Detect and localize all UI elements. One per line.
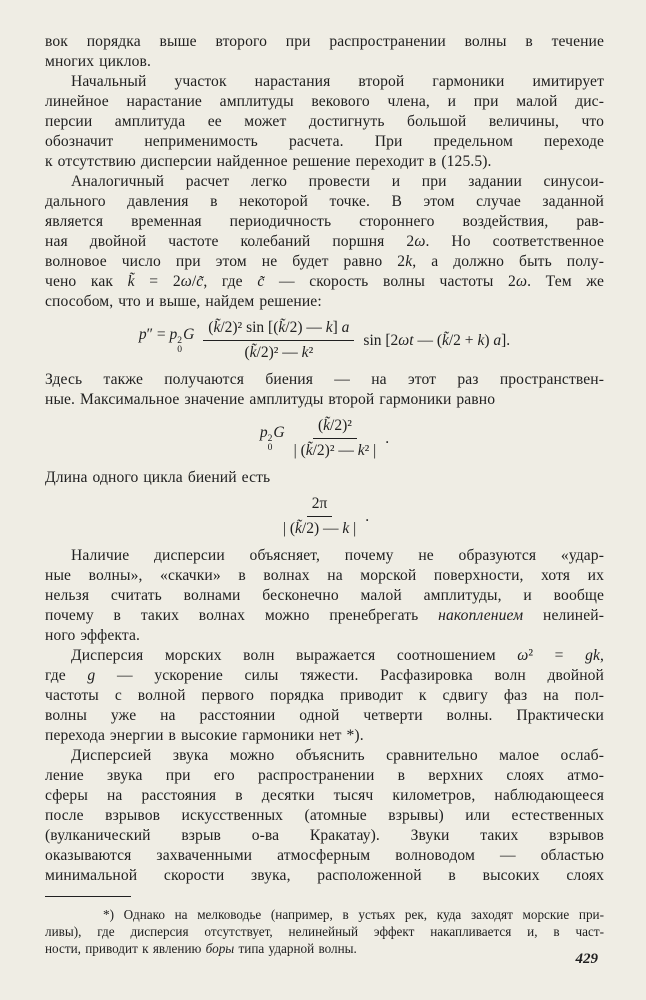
text-line: Здесь также получаются биения — на этот раз пространствен- (45, 371, 604, 388)
paragraph (45, 746, 604, 886)
footnote (45, 896, 604, 957)
formula-tail: . (365, 507, 370, 525)
fraction-numerator: 2π (307, 495, 333, 517)
text-line: является временная периодичность стороннего воздействия, рав- (45, 213, 604, 230)
fraction-denominator: (k̃/2)² — k² (244, 344, 314, 361)
fraction (294, 417, 377, 460)
text-line: волновое число при этом не будет равно 2k, а должно быть полу- (45, 253, 604, 270)
page-number: 429 (575, 951, 598, 967)
formula-rhs: sin [2ωt — (k̃/2 + k) a]. (363, 331, 511, 349)
text-line: ление звука при его распространении в верхних слоях атмо- (45, 767, 604, 784)
text-line: Дисперсией звука можно объяснить сравнительно малое ослаб- (71, 747, 604, 764)
formula-max-amplitude (45, 417, 604, 460)
text-line: дального давления в некоторой точке. В этом случае заданной (45, 193, 604, 210)
text-line: вок порядка выше второго при распространении волны в течение (45, 33, 604, 50)
text-line: частоты с волной первого порядка приводит к сдвигу фаз на пол- (45, 687, 604, 704)
fraction (283, 495, 356, 538)
fraction-denominator: | (k̃/2) — k | (282, 520, 357, 537)
text-line: линейное нарастание амплитуды векового члена, и при малой дис- (45, 93, 604, 110)
formula-tail: . (385, 429, 390, 447)
text-line: способом, что и выше, найдем решение: (45, 293, 322, 310)
footnote-divider (45, 896, 131, 897)
formula-lhs: p 2 0 G (259, 424, 285, 454)
paragraph (45, 32, 604, 72)
fraction-denominator: | (k̃/2)² — k² | (293, 442, 377, 459)
text-line: ная двойной частоте колебаний поршня 2ω. Но соответственное (45, 233, 604, 250)
text-line: сферы на расстояния в десятки тысяч километров, наблюдающееся (45, 787, 604, 804)
text-line: где g — ускорение силы тяжести. Расфазировка волн двойной (45, 667, 604, 684)
text-line: Наличие дисперсии объясняет, почему не образуются «удар- (71, 547, 604, 564)
formula-beat-cycle-length (45, 495, 604, 538)
text-line: персии амплитуда ее может достигнуть большой величины, что (45, 113, 604, 130)
text-line: ного эффекта. (45, 627, 140, 644)
fraction-numerator: (k̃/2)² sin [(k̃/2) — k] a (203, 319, 354, 341)
text-line: обозначит неприменимость расчета. При предельном переходе (45, 133, 604, 150)
text-line: нельзя считать волнами бесконечно малой амплитуды, и вообще (45, 587, 604, 604)
paragraph (45, 468, 604, 488)
text-line: Аналогичный расчет легко провести и при задании синусои- (71, 173, 604, 190)
footnote-line: *) Однако на мелководье (например, в устьях рек, куда заходят морские при- (103, 907, 604, 922)
text-line: ные. Максимальное значение амплитуды второй гармоники равно (45, 391, 496, 408)
text-line: минимальной скорости звука, расположенной в высоких слоях (45, 867, 604, 884)
text-line: чено как k̃ = 2ω/c̃, где c̃ — скорость волны частоты 2ω. Тем же (45, 273, 604, 290)
text-line: многих циклов. (45, 53, 151, 70)
text-line: после взрывов искусственных (атомные взрывы) или естественных (45, 807, 604, 824)
paragraph (45, 72, 604, 172)
paragraph (45, 172, 604, 312)
paragraph (45, 646, 604, 746)
text-line: почему в таких волнах можно пренебрегать накоплением нелиней- (45, 607, 604, 624)
text-line: оказываются захваченными атмосферным волноводом — областью (45, 847, 604, 864)
text-line: Дисперсия морских волн выражается соотношением ω² = gk, (71, 647, 604, 664)
text-line: перехода энергии в высокие гармоники нет *). (45, 727, 364, 744)
formula-second-harmonic-solution (45, 319, 604, 362)
text-line: волны уже на расстоянии одной четверти волны. Практически (45, 707, 604, 724)
footnote-line: ливы), где дисперсия отсутствует, нелинейный эффект накапливается и, в част- (45, 924, 604, 939)
fraction (203, 319, 354, 362)
text-line: Начальный участок нарастания второй гармоники имитирует (71, 73, 604, 90)
fraction-numerator: (k̃/2)² (313, 417, 357, 439)
text-line: ные волны», «скачки» в волнах на морской поверхности, хотя их (45, 567, 604, 584)
text-line: Длина одного цикла биений есть (45, 469, 271, 486)
text-line: (вулканический взрыв о-ва Кракатау). Звуки таких взрывов (45, 827, 604, 844)
footnote-line: ности, приводит к явлению боры типа ударной волны. (45, 941, 357, 956)
formula-lhs: p″ = p 2 0 G (138, 326, 195, 356)
paragraph (45, 546, 604, 646)
paragraph (45, 370, 604, 410)
text-line: к отсутствию дисперсии найденное решение переходит в (125.5). (45, 153, 492, 170)
